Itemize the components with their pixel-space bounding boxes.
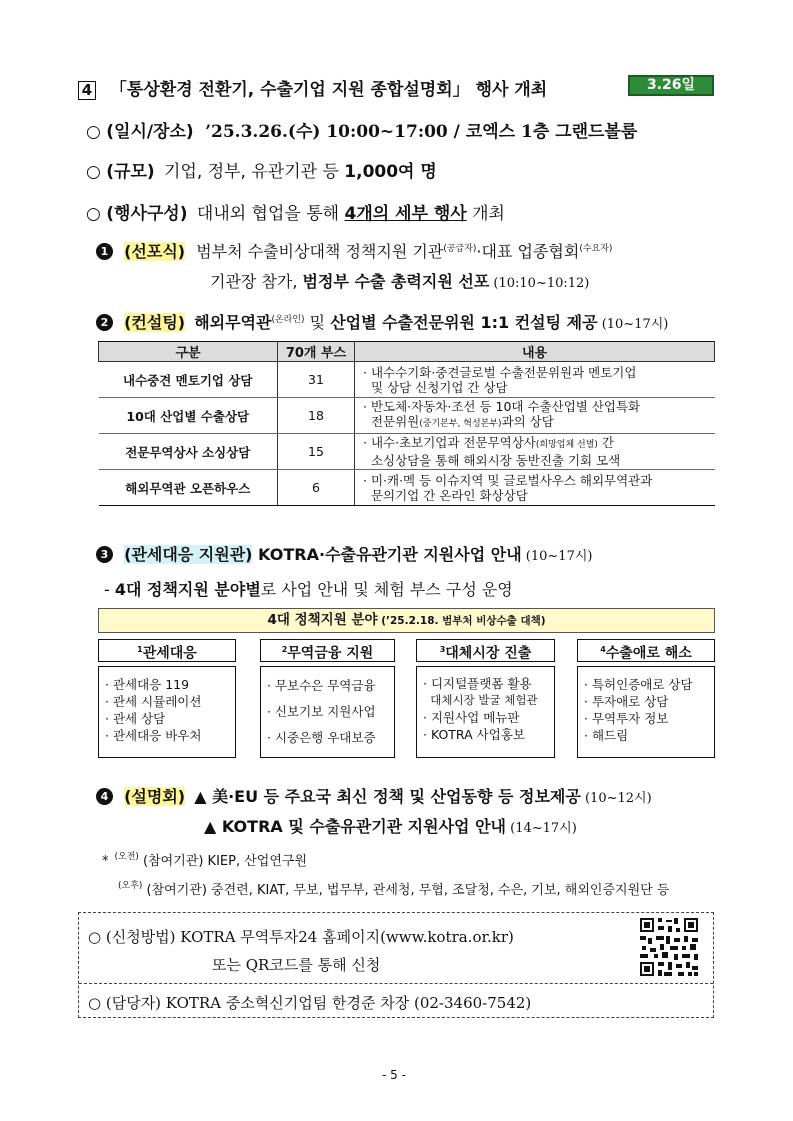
sub2-line [96,310,668,333]
policy-item: · 관세 상담 [105,711,166,726]
policy-box-body [577,666,715,758]
policy-box-title [260,639,395,662]
section-title: 「통상환경 전환기, 수출기업 지원 종합설명회」 행사 개최 [109,80,548,100]
policy-item: · 지원사업 메뉴판 [423,710,520,725]
table-cell-booths: 31 [278,362,355,398]
policy-item: · 관세대응 119 [105,677,190,692]
circled-three-icon: 3 [96,546,113,563]
policy-item: 대체시장 발굴 체험관 [423,693,538,707]
sub1-sup1: (공급자) [443,244,477,254]
bullet-scale [86,157,437,182]
sub3-line2-bold: 4대 정책지원 분야별 [114,580,261,599]
bullet-value-bold: 1,000여 명 [344,162,437,182]
bullet-value: 기업, 정부, 유관기관 등 [164,162,345,182]
policy-box-title [577,639,715,662]
sub2-label: (컨설팅) [124,313,186,332]
sub3-time: (10~17시) [521,549,593,564]
content-text: 전문위원 [363,414,420,429]
sub4-line1-text: ▲ 美·EU 등 주요국 최신 정책 및 산업동향 등 정보제공 [194,787,581,806]
policy-item: · 무역투자 정보 [584,711,669,726]
policy-box-title [416,639,555,662]
policy-item: · 관세대응 바우처 [105,728,202,743]
table-cell-category: 해외무역관 오픈하우스 [99,470,278,506]
apply-line2: 또는 QR코드를 통해 신청 [212,956,381,974]
content-line: · 반도체·자동차·조선 등 10대 수출산업별 산업특화 [363,399,641,414]
sub3-line2-post: 로 사업 안내 및 체험 부스 구성 운영 [260,580,513,599]
bullet-label: (일시/장소) [106,122,194,142]
bullet-label: (규모) [106,162,155,182]
content-small-text: (희망업체 선별) [535,440,598,450]
policy-box-title-text: 수출애로 해소 [605,645,692,662]
apply-line1: ○ (신청방법) KOTRA 무역투자24 홈페이지(www.kotra.or.kr) [88,928,514,946]
sub3-dash: - [104,580,115,599]
policy-item: · 시중은행 우대보증 [267,730,376,745]
table-header-category: 구분 [99,342,278,362]
table-header-row [99,342,715,362]
policy-box-title-text: 대체시장 진출 [445,645,532,662]
sub4-line1-time: (10~12시) [580,791,652,806]
policy-banner-note: (’25.2.18. 범부처 비상수출 대책) [377,615,546,627]
table-cell-content [355,398,715,434]
policy-box-num: 1 [137,645,143,654]
bullet-schedule [86,117,637,142]
content-line [363,435,715,453]
policy-box-title [98,639,236,662]
content-line: · 내수수기화·중견글로벌 수출전문위원과 멘토기업 [363,364,637,380]
policy-item: · 무보수은 무역금융 [267,678,376,693]
content-text: 간 [597,435,614,450]
policy-box-title-text: 무역금융 지원 [287,645,374,662]
sub1-text-mid: ·대표 업종협회 [476,242,580,261]
policy-item: · 특허인증애로 상담 [584,677,693,692]
sub4-line2-time: (14~17시) [505,821,577,836]
sub4-line1 [96,784,652,807]
table-row [99,362,715,398]
policy-box-num: 4 [600,645,606,654]
table-cell-booths: 6 [278,470,355,506]
sub1-label: (선포식) [124,242,186,261]
contact-line: ○ (담당자) KOTRA 중소혁신기업팀 한경준 차장 (02-3460-7542) [88,994,532,1012]
sub1-line1 [96,239,612,262]
bullet-value-post: 개최 [466,204,505,224]
sub4-label: (설명회) [124,787,186,806]
sub3-line2 [104,577,513,600]
sub1-line2-time: (10:10~10:12) [489,276,590,291]
sub1-line2-bold: 범정부 수출 총력지원 선포 [302,272,490,291]
content-small-text: (중기본부, 혁성본부) [419,419,502,429]
sub1-text: 범부처 수출비상대책 정책지원 기관 [196,242,444,261]
table-row [99,470,715,506]
note-sup: (오후) [118,881,143,891]
sub3-line [96,542,592,565]
page-number: - 5 - [382,1068,406,1082]
bullet-label: (행사구성) [106,204,188,224]
section-heading [78,75,547,100]
section-number: 4 [78,81,96,100]
table-header-content: 내용 [355,342,715,362]
table-cell-content [355,362,715,398]
apply-box-divider [79,983,713,984]
policy-item: · 신보기보 지원사업 [267,704,376,719]
note-text: (참여기관) 중견련, KIAT, 무보, 법무부, 관세청, 무협, 조달청, 수은, 기보, 해외인증지원단 등 [142,883,670,898]
sub2-text-c: 산업별 수출전문위원 1:1 컨설팅 제공 [330,313,598,332]
table-cell-booths: 18 [278,398,355,434]
policy-banner [98,608,715,633]
table-cell-category: 전문무역상사 소싱상담 [99,434,278,470]
sub1-line2 [210,269,589,292]
policy-item: · 투자애로 상담 [584,694,669,709]
date-badge: 3.26일 [628,75,714,96]
circled-four-icon: 4 [96,788,113,805]
policy-box-body [98,666,236,758]
policy-box-body [260,666,395,758]
policy-box-num: 3 [439,645,446,654]
sub3-label: (관세대응 지원관) [124,545,253,564]
content-text: 과의 상담 [501,414,554,429]
sub2-text-b: 및 [304,313,331,332]
note-sup: (오전) [114,852,139,862]
bullet-circle-icon: ○ [86,122,107,142]
bullet-circle-icon: ○ [86,162,107,182]
consulting-table [98,341,715,506]
table-cell-content [355,434,715,470]
table-row [99,434,715,470]
table-cell-category: 내수중견 멘토기업 상담 [99,362,278,398]
content-line: 및 상담 신청기업 간 상담 [363,379,508,395]
policy-box-body [416,666,555,758]
sub2-time: (10~17시) [597,317,669,332]
sub4-line2 [204,814,577,837]
table-cell-booths: 15 [278,434,355,470]
table-cell-category: 10대 산업별 수출상담 [99,398,278,434]
sub2-text-a: 해외무역관 [194,313,272,332]
sub1-line2-pre: 기관장 참가, [210,272,303,291]
note-pm [118,878,669,898]
circled-one-icon: 1 [96,243,113,260]
table-cell-content [355,470,715,506]
sub3-text: KOTRA·수출유관기관 지원사업 안내 [252,545,522,564]
table-header-booths: 70개 부스 [278,342,355,362]
sub1-sup2: (수요자) [579,244,613,254]
content-line: 문의기업 간 온라인 화상상담 [363,487,528,503]
note-text: (참여기관) KIEP, 산업연구원 [138,854,308,869]
qr-code-icon[interactable] [638,916,700,978]
content-text: · 내수·초보기업과 전문무역상사 [363,435,536,450]
policy-item: · 해드림 [584,728,629,743]
note-am [102,849,307,869]
sub2-sup: (온라인) [271,315,305,325]
bullet-value: 대내외 협업을 통해 [196,204,345,224]
bullet-composition [86,199,505,224]
circled-two-icon: 2 [96,314,113,331]
policy-banner-title: 4대 정책지원 분야 [267,612,378,628]
policy-box-title-text: 관세대응 [142,645,197,662]
policy-item: · 디지털플랫폼 활용 [423,676,532,691]
policy-box-num: 2 [281,645,288,654]
bullet-value: ’25.3.26.(수) 10:00~17:00 / 코엑스 1층 그랜드볼룸 [205,122,638,142]
policy-item: · KOTRA 사업홍보 [423,727,525,742]
content-line: 소싱상담을 통해 해외시장 동반진출 기회 모색 [363,453,621,468]
policy-item: · 관세 시뮬레이션 [105,694,202,709]
content-line [363,414,715,432]
note-star: * [102,854,109,869]
table-row [99,398,715,434]
content-line: · 미·캐·멕 등 이슈지역 및 글로벌사우스 해외무역관과 [363,472,653,488]
bullet-value-bold: 4개의 세부 행사 [344,204,467,224]
bullet-circle-icon: ○ [86,204,107,224]
sub4-line2-text: ▲ KOTRA 및 수출유관기관 지원사업 안내 [204,817,506,836]
